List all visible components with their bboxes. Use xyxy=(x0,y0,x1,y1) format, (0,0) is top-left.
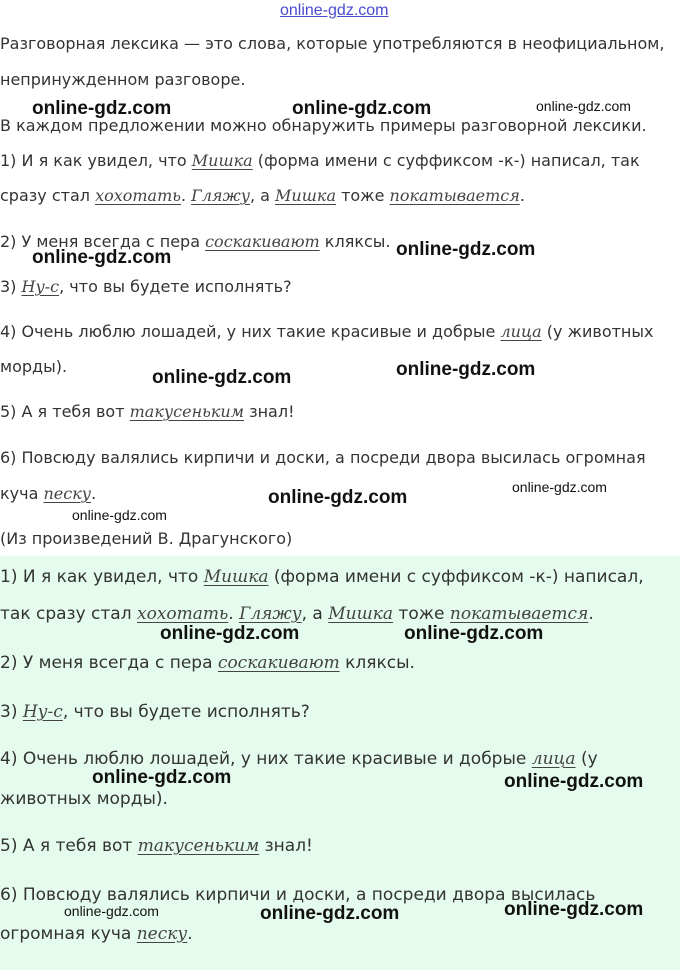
text: (у xyxy=(575,749,598,769)
text: знал! xyxy=(259,836,313,856)
colloquial-word: Гляжу xyxy=(239,604,302,624)
a-sentence-3 xyxy=(0,701,310,723)
text: , а xyxy=(249,186,276,205)
colloquial-word: хохотать xyxy=(137,604,229,624)
colloquial-word: Мишка xyxy=(203,567,269,587)
colloquial-word: песку xyxy=(136,924,188,944)
watermark: online-gdz.com xyxy=(404,623,544,644)
watermark: online-gdz.com xyxy=(152,367,292,388)
q-sentence-4-line-2: морды). xyxy=(0,357,68,376)
a-sentence-5 xyxy=(0,835,313,857)
text: . xyxy=(519,186,525,205)
text: так сразу стал xyxy=(0,604,137,624)
colloquial-word: песку xyxy=(43,484,92,503)
watermark: online-gdz.com xyxy=(536,98,631,114)
colloquial-word: лица xyxy=(500,322,542,341)
text: кляксы. xyxy=(319,232,391,251)
colloquial-word: такусеньким xyxy=(129,402,244,421)
watermark: online-gdz.com xyxy=(292,98,432,119)
colloquial-word: покатывается xyxy=(449,604,589,624)
text: 1) И я как увидел, что xyxy=(0,151,192,170)
text: . xyxy=(588,604,594,624)
watermark-top: online-gdz.com xyxy=(280,2,389,19)
watermark: online-gdz.com xyxy=(32,247,172,268)
text: . xyxy=(228,604,240,624)
text: сразу стал xyxy=(0,186,96,205)
a-sentence-1-line-2 xyxy=(0,603,594,625)
text: , что вы будете исполнять? xyxy=(59,277,292,296)
task-line: В каждом предложении можно обнаружить примеры разговорной лексики. xyxy=(0,116,647,135)
watermark: online-gdz.com xyxy=(72,507,167,523)
q-sentence-3 xyxy=(0,276,292,298)
text: (форма имени с суффиксом -к-) написал, так xyxy=(252,151,640,170)
text: тоже xyxy=(393,604,450,624)
a-sentence-1-line-1 xyxy=(0,566,644,588)
text: 4) Очень люблю лошадей, у них такие красивые и добрые xyxy=(0,749,532,769)
q-sentence-6-line-1: 6) Повсюду валялись кирпичи и доски, а посреди двора высилась огромная xyxy=(0,448,646,467)
text: . xyxy=(180,186,192,205)
text: 5) А я тебя вот xyxy=(0,836,138,856)
a-sentence-4-line-2: животных морды). xyxy=(0,789,168,809)
q-sentence-1-line-2 xyxy=(0,185,525,207)
colloquial-word: Мишка xyxy=(191,151,253,170)
text: знал! xyxy=(243,402,295,421)
colloquial-word: Мишка xyxy=(328,604,394,624)
colloquial-word: такусеньким xyxy=(137,836,260,856)
intro-line-1: Разговорная лексика — это слова, которые употребляются в неофициальном, xyxy=(0,34,665,53)
source-attribution: (Из произведений В. Драгунского) xyxy=(0,529,293,548)
text: , что вы будете исполнять? xyxy=(62,702,310,722)
a-sentence-6-line-2 xyxy=(0,923,193,945)
colloquial-word: Ну-с xyxy=(21,277,60,296)
colloquial-word: соскакивают xyxy=(205,232,320,251)
text: (форма имени с суффиксом -к-) написал, xyxy=(268,567,644,587)
text: , а xyxy=(301,604,329,624)
watermark: online-gdz.com xyxy=(504,899,644,920)
watermark: online-gdz.com xyxy=(64,903,159,919)
q-sentence-6-line-2 xyxy=(0,483,96,505)
q-sentence-5 xyxy=(0,401,294,423)
colloquial-word: покатывается xyxy=(389,186,520,205)
watermark: online-gdz.com xyxy=(396,359,536,380)
q-sentence-4-line-1 xyxy=(0,321,653,343)
watermark: online-gdz.com xyxy=(160,623,300,644)
colloquial-word: Мишка xyxy=(275,186,336,205)
text: огромная куча xyxy=(0,924,137,944)
text: 5) А я тебя вот xyxy=(0,402,130,421)
a-sentence-4-line-1 xyxy=(0,748,598,770)
text: куча xyxy=(0,484,44,503)
intro-line-2: непринужденном разговоре. xyxy=(0,70,246,89)
a-sentence-6-line-1: 6) Повсюду валялись кирпичи и доски, а посреди двора высилась xyxy=(0,885,596,905)
text: (у животных xyxy=(541,322,654,341)
colloquial-word: Ну-с xyxy=(22,702,63,722)
watermark: online-gdz.com xyxy=(92,767,232,788)
watermark: online-gdz.com xyxy=(396,239,536,260)
text: 3) xyxy=(0,702,23,722)
colloquial-word: лица xyxy=(531,749,576,769)
colloquial-word: соскакивают xyxy=(217,653,340,673)
text: 2) У меня всегда с пера xyxy=(0,653,218,673)
text: 2) У меня всегда с пера xyxy=(0,232,206,251)
text: кляксы. xyxy=(339,653,415,673)
a-sentence-2 xyxy=(0,652,415,674)
colloquial-word: Гляжу xyxy=(191,186,250,205)
watermark: online-gdz.com xyxy=(268,487,408,508)
text: . xyxy=(91,484,97,503)
text: 3) xyxy=(0,277,22,296)
watermark: online-gdz.com xyxy=(260,903,400,924)
text: тоже xyxy=(335,186,390,205)
watermark: online-gdz.com xyxy=(32,98,172,119)
colloquial-word: хохотать xyxy=(95,186,181,205)
text: 4) Очень люблю лошадей, у них такие красивые и добрые xyxy=(0,322,501,341)
watermark: online-gdz.com xyxy=(504,771,644,792)
watermark: online-gdz.com xyxy=(512,479,607,495)
q-sentence-1-line-1 xyxy=(0,150,640,172)
text: 1) И я как увидел, что xyxy=(0,567,204,587)
text: . xyxy=(187,924,193,944)
